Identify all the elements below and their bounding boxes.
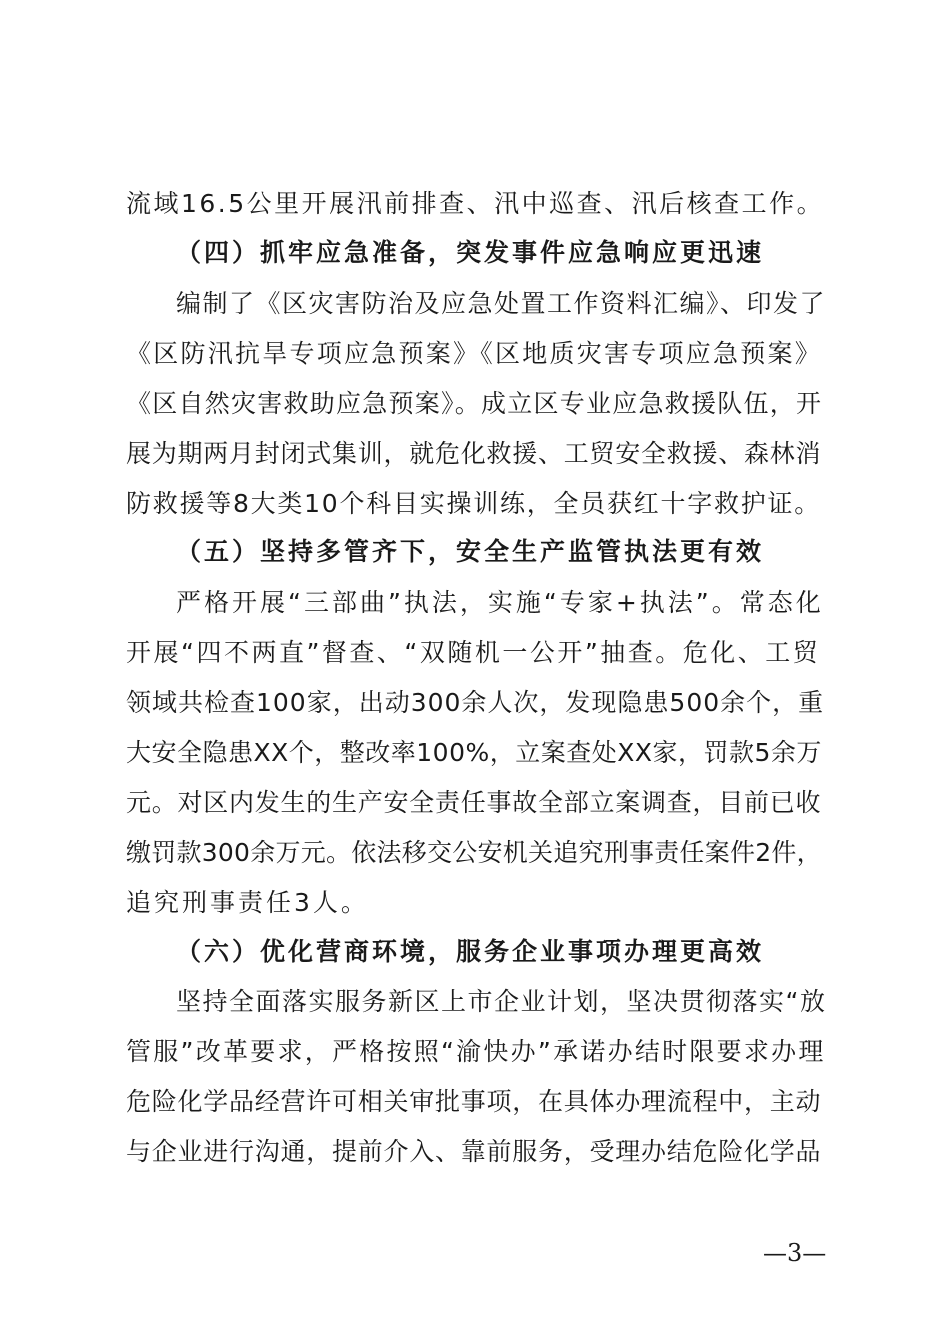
paragraph-line: 《区防汛抗旱专项应急预案》《区地质灾害专项应急预案》 [126,339,823,368]
paragraph-line: 大安全隐患XX个，整改率100%，立案查处XX家，罚款5余万 [126,738,822,767]
section-heading-4: （四）抓牢应急准备，突发事件应急响应更迅速 [176,238,765,267]
paragraph-line: 领域共检查100家，出动300余人次，发现隐患500余个，重 [126,688,825,717]
section-heading-6: （六）优化营商环境，服务企业事项办理更高效 [176,937,765,966]
paragraph-line: 管服”改革要求，严格按照“渝快办”承诺办结时限要求办理 [126,1037,826,1066]
paragraph-line: 与企业进行沟通，提前介入、靠前服务，受理办结危险化学品 [126,1137,822,1166]
paragraph-line: 《区自然灾害救助应急预案》。成立区专业应急救援队伍，开 [126,389,823,418]
page-number: —3— [763,1239,827,1267]
paragraph-line: 缴罚款300余万元。依法移交公安机关追究刑事责任案件2件， [126,838,822,867]
paragraph-line: 编制了《区灾害防治及应急处置工作资料汇编》、印发了 [176,289,827,318]
section-heading-5: （五）坚持多管齐下，安全生产监管执法更有效 [176,537,765,566]
paragraph-line: 流域16.5公里开展汛前排查、汛中巡查、汛后核查工作。 [126,189,825,218]
paragraph-line: 危险化学品经营许可相关审批事项，在具体办理流程中，主动 [126,1087,822,1116]
paragraph-line: 防救援等8大类10个科目实操训练，全员获红十字救护证。 [126,489,821,518]
paragraph-line: 严格开展“三部曲”执法，实施“专家+执法”。常态化 [176,588,824,617]
paragraph-line: 展为期两月封闭式集训，就危化救援、工贸安全救援、森林消 [126,439,822,468]
paragraph-line: 元。对区内发生的生产安全责任事故全部立案调查，目前已收 [126,788,822,817]
paragraph-line: 开展“四不两直”督查、“双随机一公开”抽查。危化、工贸 [126,638,821,667]
paragraph-line: 坚持全面落实服务新区上市企业计划，坚决贯彻落实“放 [176,987,827,1016]
paragraph-line: 追究刑事责任3人。 [126,888,369,917]
